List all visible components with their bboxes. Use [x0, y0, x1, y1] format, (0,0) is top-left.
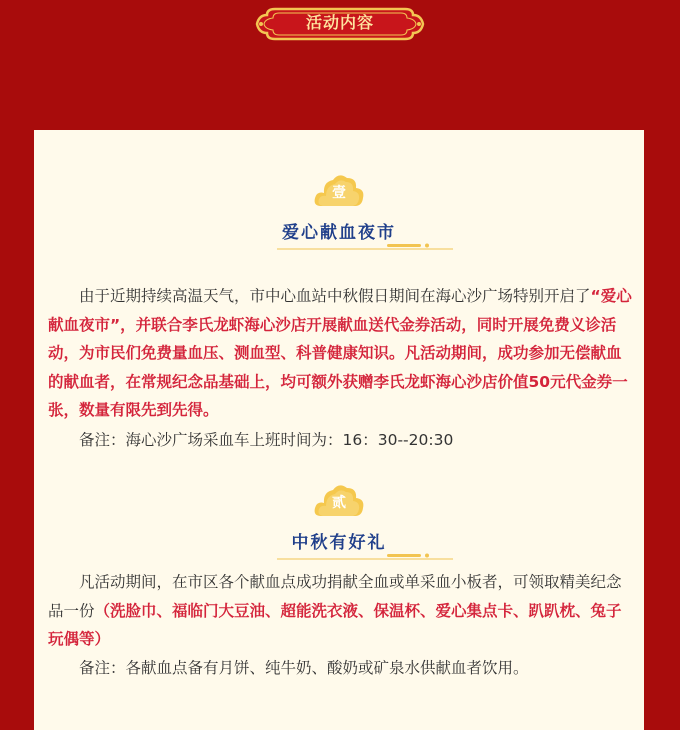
section-number: 贰: [332, 495, 346, 511]
highlighted-text: “爱心献血夜市”，并联合李氏龙虾海心沙店开展献血送代金券活动，同时开展免费义诊活动，为市民们免费量血压、测血型、科普健康知识。凡活动期间，成功参加无偿献血的献血者，在常规纪念品基础上，均可额外获赠李氏龙虾海心沙店价值50元代金券一张，数量有限先到先得。: [48, 287, 632, 419]
section-2-note: 备注：各献血点备有月饼、纯牛奶、酸奶或矿泉水供献血者饮用。: [79, 659, 529, 677]
section-2-paragraph: [48, 568, 632, 654]
highlighted-text: （洗脸巾、福临门大豆油、超能洗衣液、保温杯、爱心集点卡、趴趴枕、兔子玩偶等）: [48, 601, 622, 648]
activity-content-banner: [253, 6, 427, 42]
section-number: 壹: [332, 185, 346, 201]
paragraph-text: 凡活动期间，在市区各个献血点成功捐献全血或单采血小板者，可领取精美纪念品一份: [48, 573, 622, 620]
title-underline-icon: [277, 240, 453, 254]
content-card: [34, 130, 644, 730]
banner-title: 活动内容: [305, 13, 374, 32]
section-1-note: 备注：海心沙广场采血车上班时间为：16：30--20:30: [79, 431, 454, 449]
title-underline-icon: [277, 550, 453, 564]
section-title: 中秋有好礼: [291, 533, 387, 553]
paragraph-text: 由于近期持续高温天气，市中心血站中秋假日期间在海心沙广场特别开启了: [79, 287, 591, 305]
section-1-paragraph: [48, 282, 632, 425]
section-title: 爱心献血夜市: [282, 223, 396, 243]
